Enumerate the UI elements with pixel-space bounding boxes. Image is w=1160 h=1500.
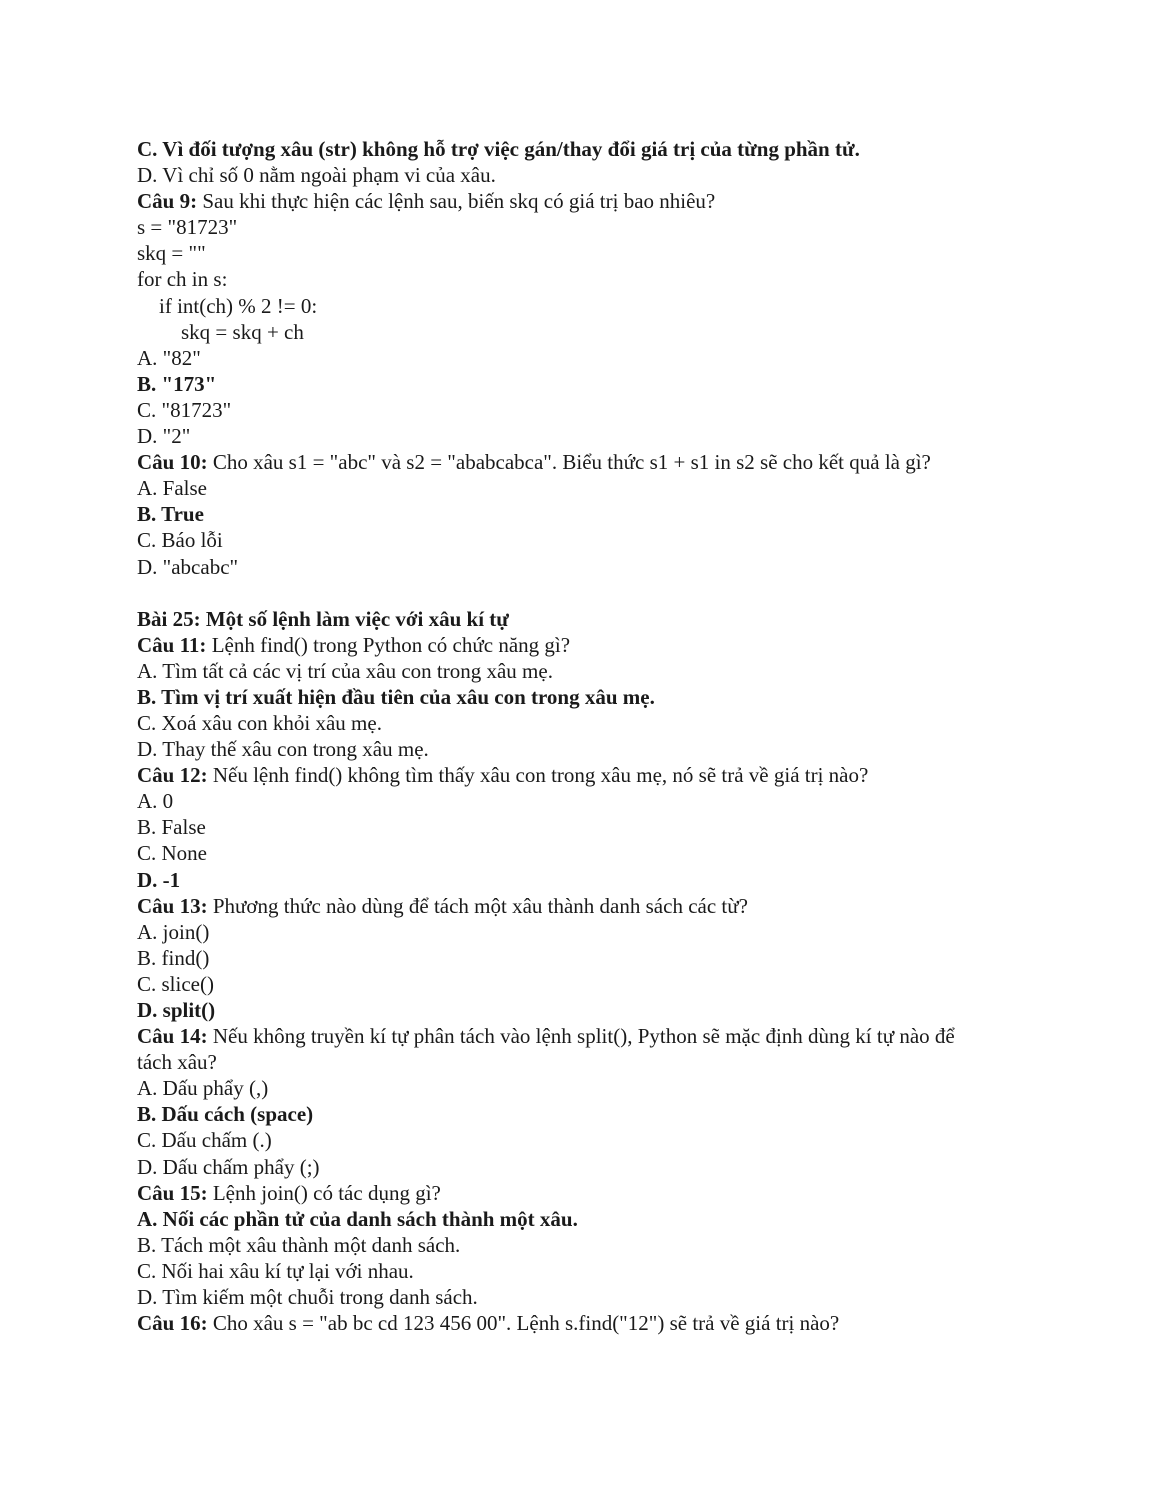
question-label: Câu 10: bbox=[137, 450, 208, 475]
page-content bbox=[137, 136, 1037, 1336]
option-a: A. 0 bbox=[137, 789, 174, 814]
question-16 bbox=[137, 1310, 1037, 1336]
option-d: D. Tìm kiếm một chuỗi trong danh sách. bbox=[137, 1285, 478, 1310]
question-label: Câu 9: bbox=[137, 189, 198, 214]
question-label: Câu 16: bbox=[137, 1311, 208, 1336]
option-b-answer: B. "173" bbox=[137, 371, 217, 396]
option-b: B. Tách một xâu thành một danh sách. bbox=[137, 1232, 461, 1257]
option-d: D. "abcabc" bbox=[137, 554, 239, 579]
option-b-answer: B. Tìm vị trí xuất hiện đầu tiên của xâu con trong xâu mẹ. bbox=[137, 684, 655, 709]
question-text: Nếu lệnh find() không tìm thấy xâu con trong xâu mẹ, nó sẽ trả về giá trị nào? bbox=[207, 763, 869, 788]
code-line: for ch in s: bbox=[137, 267, 228, 292]
option-a: A. join() bbox=[137, 919, 210, 944]
question-12 bbox=[137, 762, 1037, 788]
option-c: C. slice() bbox=[137, 971, 214, 996]
option-d-answer: D. split() bbox=[137, 998, 216, 1022]
question-text: Sau khi thực hiện các lệnh sau, biến skq có giá trị bao nhiêu? bbox=[197, 189, 716, 214]
section-spacer bbox=[137, 580, 1037, 606]
question-text: Nếu không truyền kí tự phân tách vào lệnh split(), Python sẽ mặc định dùng kí tự nào để bbox=[207, 1024, 955, 1049]
question-label: Câu 14: bbox=[137, 1024, 208, 1049]
question-13 bbox=[137, 893, 1037, 919]
question-label: Câu 13: bbox=[137, 893, 208, 918]
option-c: C. "81723" bbox=[137, 397, 232, 422]
option-c: C. Nối hai xâu kí tự lại với nhau. bbox=[137, 1258, 414, 1283]
option-a: A. "82" bbox=[137, 345, 201, 370]
question-label: Câu 11: bbox=[137, 632, 207, 657]
question-text-continued: tách xâu? bbox=[137, 1050, 217, 1075]
section-heading: Bài 25: Một số lệnh làm việc với xâu kí tự bbox=[137, 606, 509, 631]
option-d-answer: D. -1 bbox=[137, 867, 181, 892]
option-b-answer: B. Dấu cách (space) bbox=[137, 1102, 314, 1127]
option-c: C. Xoá xâu con khỏi xâu mẹ. bbox=[137, 710, 382, 735]
question-text: Lệnh find() trong Python có chức năng gì? bbox=[206, 632, 571, 657]
question-label: Câu 12: bbox=[137, 763, 208, 788]
question-text: Cho xâu s1 = "abc" và s2 = "ababcabca". Biểu thức s1 + s1 in s2 sẽ cho kết quả là gì? bbox=[207, 450, 931, 475]
question-10 bbox=[137, 449, 1037, 475]
question-9 bbox=[137, 188, 1037, 214]
option-d: D. "2" bbox=[137, 424, 191, 449]
question-text: Lệnh join() có tác dụng gì? bbox=[207, 1180, 441, 1205]
code-line: if int(ch) % 2 != 0: bbox=[159, 293, 318, 318]
question-14 bbox=[137, 1023, 1037, 1049]
option-b: B. find() bbox=[137, 945, 210, 970]
option-a: A. Dấu phẩy (,) bbox=[137, 1076, 269, 1101]
option-a-answer: A. Nối các phần tử của danh sách thành một xâu. bbox=[137, 1206, 578, 1231]
option-b: B. False bbox=[137, 815, 206, 840]
question-15 bbox=[137, 1180, 1037, 1206]
question-11 bbox=[137, 632, 1037, 658]
option-d: D. Dấu chấm phẩy (;) bbox=[137, 1154, 320, 1179]
option-a: A. Tìm tất cả các vị trí của xâu con trong xâu mẹ. bbox=[137, 658, 553, 683]
code-line: s = "81723" bbox=[137, 215, 238, 240]
option-b-answer: B. True bbox=[137, 502, 204, 527]
option-c: C. Báo lỗi bbox=[137, 528, 223, 553]
question-label: Câu 15: bbox=[137, 1180, 208, 1205]
option-line: D. Vì chỉ số 0 nằm ngoài phạm vi của xâu. bbox=[137, 163, 496, 188]
option-d: D. Thay thế xâu con trong xâu mẹ. bbox=[137, 737, 429, 762]
option-line: C. Vì đối tượng xâu (str) không hỗ trợ việc gán/thay đổi giá trị của từng phần tử. bbox=[137, 137, 860, 161]
option-c: C. Dấu chấm (.) bbox=[137, 1128, 272, 1153]
option-c: C. None bbox=[137, 841, 207, 866]
code-line: skq = skq + ch bbox=[181, 319, 304, 344]
question-text: Cho xâu s = "ab bc cd 123 456 00". Lệnh s.find("12") sẽ trả về giá trị nào? bbox=[207, 1311, 840, 1336]
code-line: skq = "" bbox=[137, 241, 206, 266]
question-text: Phương thức nào dùng để tách một xâu thành danh sách các từ? bbox=[207, 893, 748, 918]
option-a: A. False bbox=[137, 476, 207, 501]
